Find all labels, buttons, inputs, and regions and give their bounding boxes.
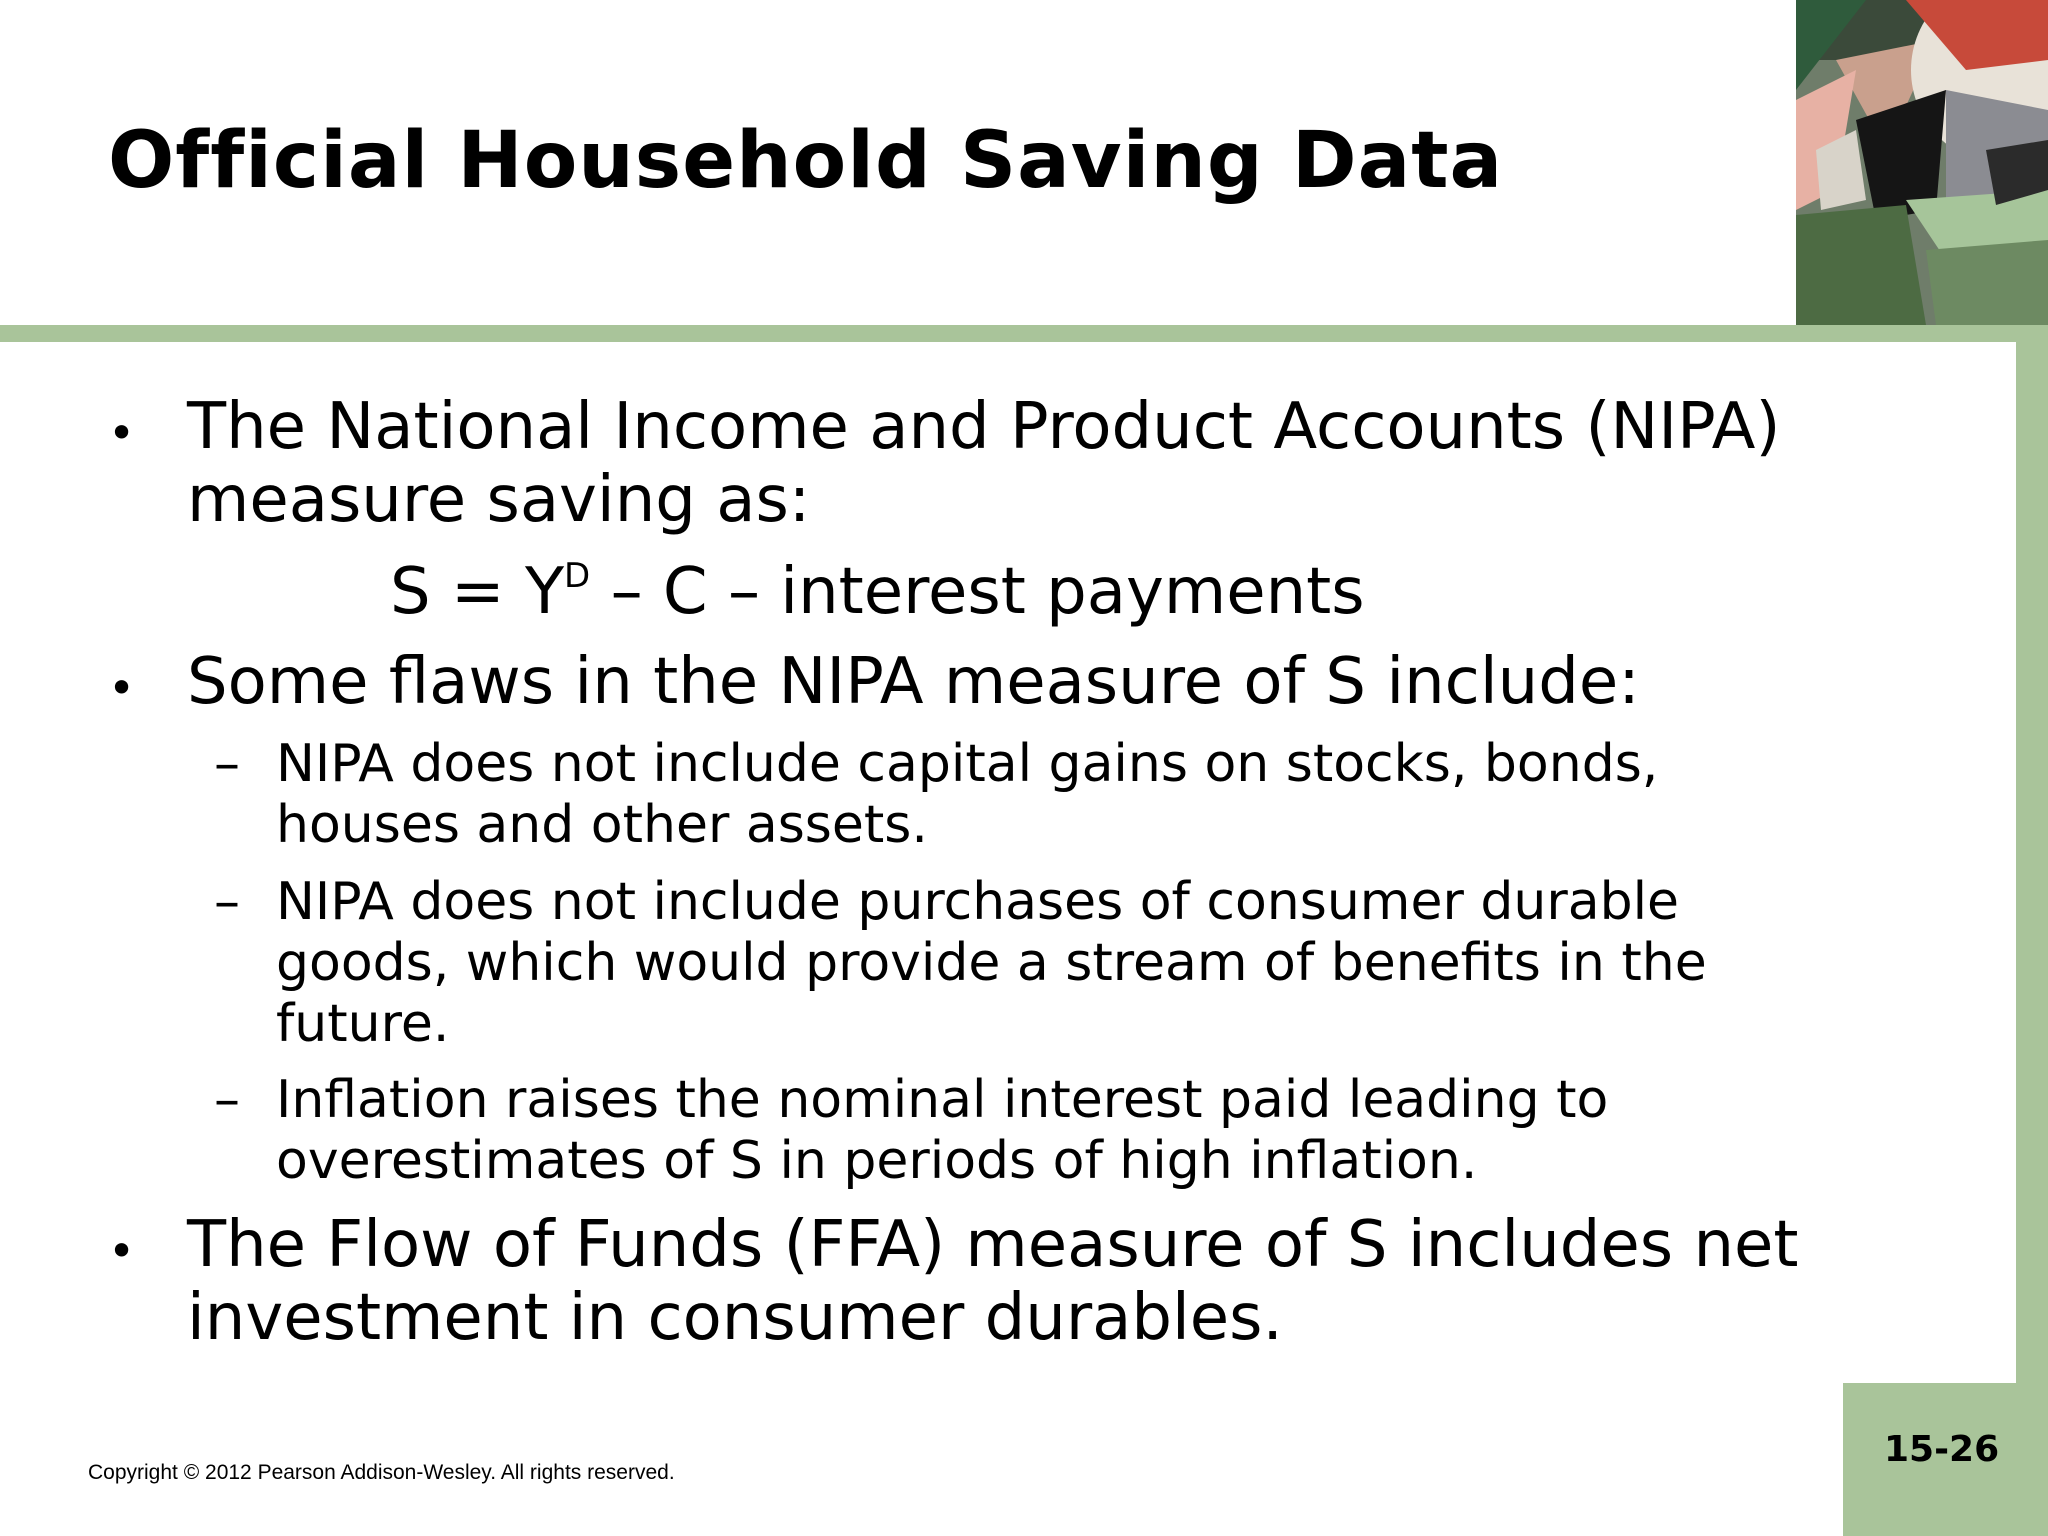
equation-right: – C – interest payments <box>590 555 1365 629</box>
decorative-artwork <box>1796 0 2048 325</box>
sub-bullet-2 <box>276 872 1996 1055</box>
bullet-2 <box>187 646 1987 719</box>
sub-bullet-2-line-3: future. <box>276 994 450 1054</box>
sub-bullet-2-line-2: goods, which would provide a stream of benefits in the <box>276 933 1707 993</box>
sub-bullet-2-line-1: NIPA does not include purchases of consumer durable <box>276 872 1680 932</box>
header-divider <box>0 325 2048 342</box>
sub-bullet-marker: – <box>214 872 240 932</box>
sub-bullet-1-line-1: NIPA does not include capital gains on stocks, bonds, <box>276 734 1659 794</box>
sub-bullet-3-line-1: Inflation raises the nominal interest paid leading to <box>276 1070 1609 1130</box>
bullet-marker: • <box>108 1224 136 1278</box>
copyright-notice: Copyright © 2012 Pearson Addison-Wesley. All rights reserved. <box>88 1461 675 1484</box>
sub-bullet-3-line-2: overestimates of S in periods of high inflation. <box>276 1131 1478 1191</box>
sub-bullet-3 <box>276 1070 1996 1192</box>
bullet-marker: • <box>108 406 136 460</box>
bullet-1-line-2: measure saving as: <box>187 463 811 537</box>
bullet-3-line-2: investment in consumer durables. <box>187 1281 1283 1355</box>
bullet-1-line-1: The National Income and Product Accounts (NIPA) <box>187 390 1781 464</box>
slide-title: Official Household Saving Data <box>108 116 1504 206</box>
right-sidebar-bar <box>2016 325 2048 1536</box>
sub-bullet-1 <box>276 734 1996 856</box>
bullet-marker: • <box>108 661 136 715</box>
saving-equation <box>390 556 1365 629</box>
page-number: 15-26 <box>1884 1429 2000 1470</box>
bullet-2-line-1: Some flaws in the NIPA measure of S include: <box>187 645 1640 719</box>
equation-superscript: D <box>564 556 591 596</box>
equation-left: S = Y <box>390 555 565 629</box>
sub-bullet-marker: – <box>214 734 240 794</box>
bullet-1 <box>187 391 1987 537</box>
sub-bullet-marker: – <box>214 1070 240 1130</box>
bullet-3 <box>187 1209 1987 1355</box>
bullet-3-line-1: The Flow of Funds (FFA) measure of S includes net <box>187 1208 1799 1282</box>
sub-bullet-1-line-2: houses and other assets. <box>276 795 928 855</box>
